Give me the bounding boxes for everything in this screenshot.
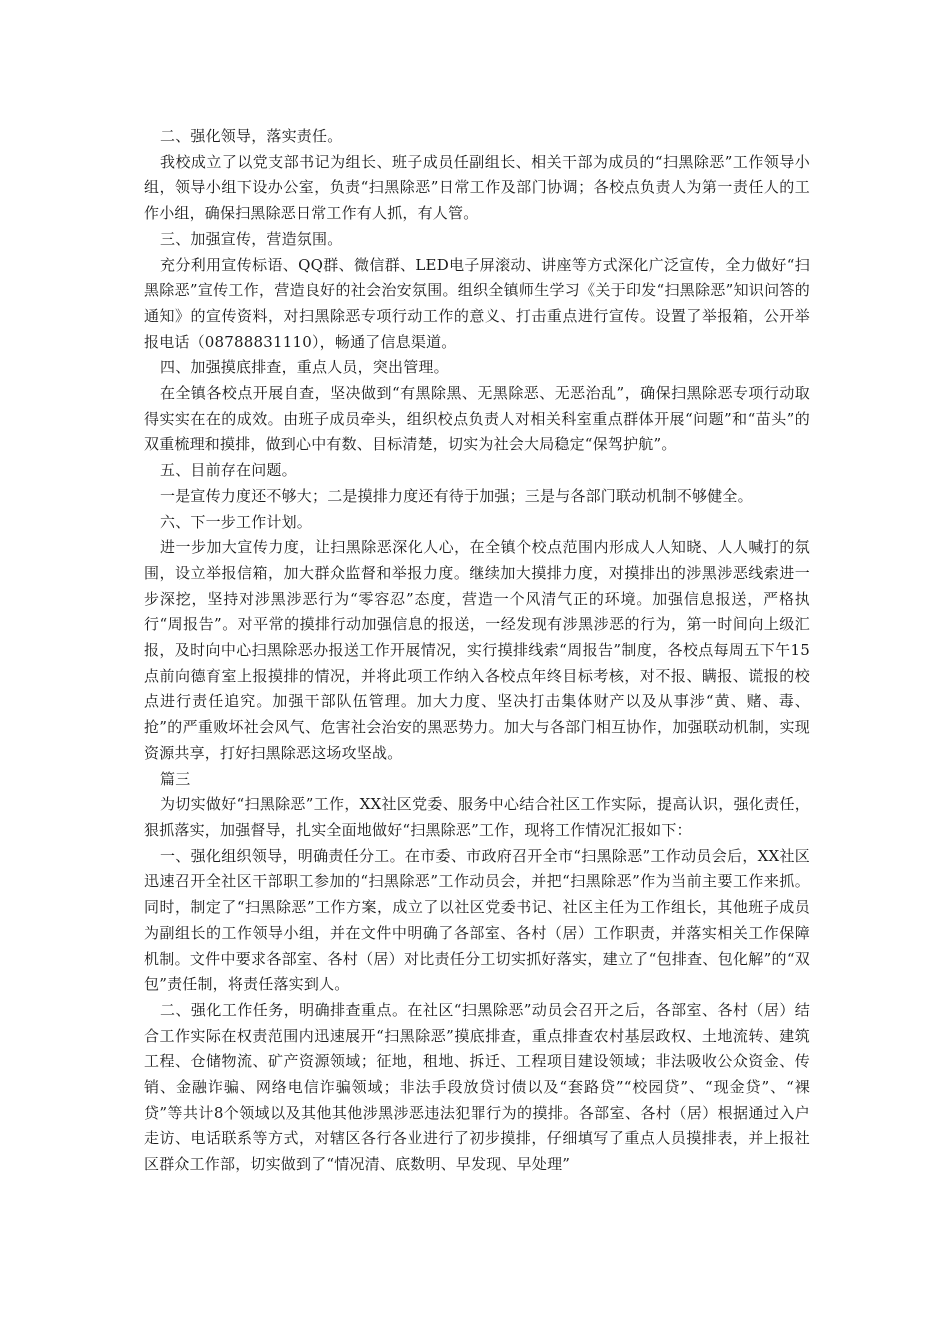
section-heading-2: 二、强化领导，落实责任。 bbox=[160, 127, 343, 145]
section-heading-3: 三、加强宣传，营造氛围。 bbox=[160, 229, 343, 248]
paragraph: 充分利用宣传标语、QQ群、微信群、LED电子屏滚动、讲座等方式深化广泛宣传，全力做好“扫黑除恶”宣传工作，营造良好的社会治安氛围。组织全镇师生学习《关于印发“扫黑除恶”知识问答的通知》的宣传资料，对扫黑除恶专项行动工作的意义、打击重点进行宣传。设置了举报箱，公开举报电话（08788831110），畅通了信息渠道。 bbox=[144, 255, 810, 351]
paragraph: 在全镇各校点开展自查，坚决做到“有黑除黑、无黑除恶、无恶治乱”，确保扫黑除恶专项行动取得实实在在的成效。由班子成员牵头，组织校点负责人对相关科室重点群体开展“问题”和“苗头”的双重梳理和摸排，做到心中有数、目标清楚，切实为社会大局稳定“保驾护航”。 bbox=[144, 384, 810, 454]
paragraph: 我校成立了以党支部书记为组长、班子成员任副组长、相关干部为成员的“扫黑除恶”工作领导小组，领导小组下设办公室，负责“扫黑除恶”日常工作及部门协调；各校点负责人为第一责任人的工作小组，确保扫黑除恶日常工作有人抓，有人管。 bbox=[144, 152, 810, 223]
document-body bbox=[144, 124, 810, 1178]
paragraph: 一是宣传力度还不够大；二是摸排力度还有待于加强；三是与各部门联动机制不够健全。 bbox=[160, 486, 753, 505]
paragraph: 一、强化组织领导，明确责任分工。在市委、市政府召开全市“扫黑除恶”工作动员会后，XX社区迅速召开全社区干部职工参加的“扫黑除恶”工作动员会，并把“扫黑除恶”作为当前主要工作来抓。同时，制定了“扫黑除恶”工作方案，成立了以社区党委书记、社区主任为工作组长，其他班子成员为副组长的工作领导小组，并在文件中明确了各部室、各村（居）工作职责，并落实相关工作保障机制。文件中要求各部室、各村（居）对比责任分工切实抓好落实，建立了“包排查、包化解”的“双包”责任制，将责任落实到人。 bbox=[144, 846, 810, 994]
section-heading-6: 六、下一步工作计划。 bbox=[160, 512, 313, 531]
part-title: 篇三 bbox=[160, 769, 191, 788]
section-heading-5: 五、目前存在问题。 bbox=[160, 461, 297, 480]
paragraph: 为切实做好“扫黑除恶”工作，XX社区党委、服务中心结合社区工作实际，提高认识，强化责任，狠抓落实，加强督导，扎实全面地做好“扫黑除恶”工作，现将工作情况汇报如下： bbox=[144, 795, 810, 839]
paragraph: 进一步加大宣传力度，让扫黑除恶深化人心，在全镇个校点范围内形成人人知晓、人人喊打的氛围，设立举报信箱，加大群众监督和举报力度。继续加大摸排力度，对摸排出的涉黑涉恶线索进一步深挖，坚持对涉黑涉恶行为“零容忍”态度，营造一个风清气正的环境。加强信息报送，严格执行“周报告”。对平常的摸排行动加强信息的报送，一经发现有涉黑涉恶的行为，第一时间向上级汇报，及时向中心扫黑除恶办报送工作开展情况，实行摸排线索“周报告”制度，各校点每周五下午15点前向德育室上报摸排的情况，并将此项工作纳入各校点年终目标考核，对不报、瞒报、谎报的校点进行责任追究。加强干部队伍管理。加大力度、坚决打击集体财产以及从事涉“黄、赌、毒、抢”的严重败坏社会风气、危害社会治安的黑恶势力。加大与各部门相互协作，加强联动机制，实现资源共享，打好扫黑除恶这场攻坚战。 bbox=[144, 538, 810, 762]
section-heading-4: 四、加强摸底排查，重点人员，突出管理。 bbox=[160, 358, 449, 377]
paragraph: 二、强化工作任务，明确排查重点。在社区“扫黑除恶”动员会召开之后，各部室、各村（居）结合工作实际在权责范围内迅速展开“扫黑除恶”摸底排查，重点排查农村基层政权、土地流转、建筑工程、仓储物流、矿产资源领域；征地，租地、拆迁、工程项目建设领域；非法吸收公众资金、传销、金融诈骗、网络电信诈骗领域；非法手段放贷讨债以及“套路贷”“校园贷”、“现金贷”、“裸贷”等共计8个领域以及其他其他涉黑涉恶违法犯罪行为的摸排。各部室、各村（居）根据通过入户走访、电话联系等方式，对辖区各行各业进行了初步摸排，仔细填写了重点人员摸排表，并上报社区群众工作部，切实做到了“情况清、底数明、早发现、早处理” bbox=[144, 1000, 810, 1174]
